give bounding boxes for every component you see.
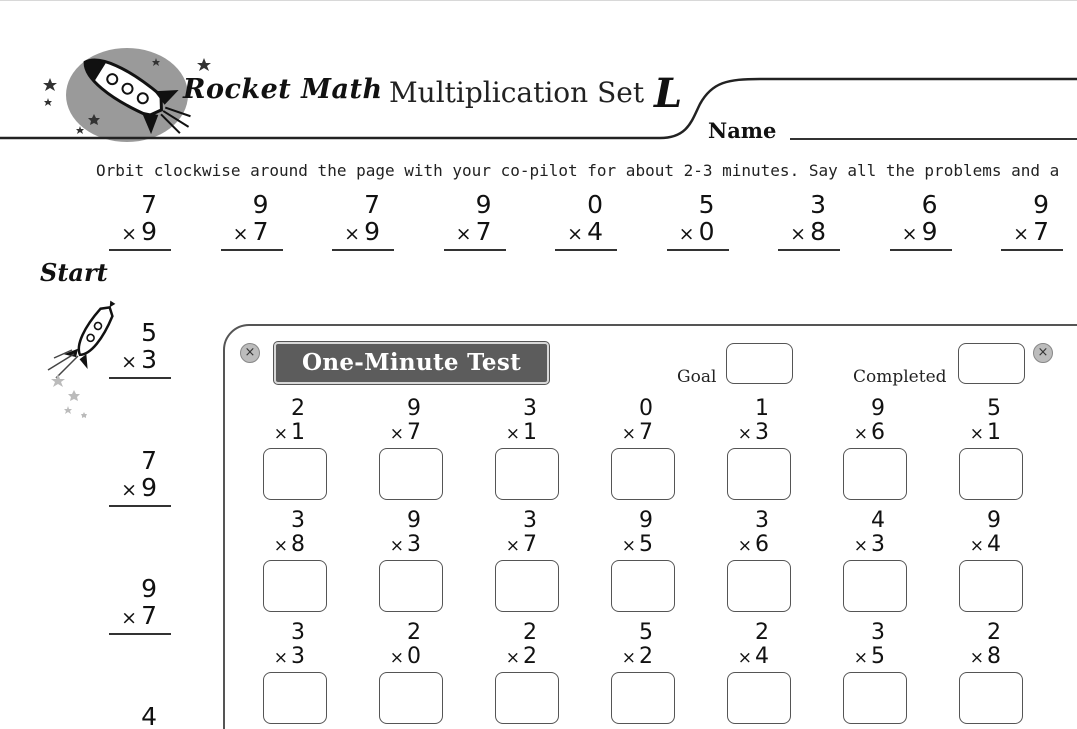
test-problem [379,508,443,616]
multiplier-row [506,644,537,671]
multiplier: 4 [587,217,603,246]
multiplier: 8 [810,217,826,246]
multiplicand: 0 [587,190,603,219]
multiplier: 9 [921,217,938,246]
multiplier-row [274,644,305,671]
test-problem [727,508,791,616]
multiplier: 3 [871,532,885,557]
orbit-problem [332,190,394,256]
orbit-problem [555,190,617,256]
multiplier-row [970,420,1001,447]
multiplier-row [456,217,492,249]
times-icon: × [505,536,520,556]
times-icon: × [678,223,695,245]
multiplicand: 5 [987,396,1001,421]
close-left-button[interactable]: × [240,343,260,363]
orbit-problem [109,190,171,256]
start-label: Start [40,258,108,287]
completed-label: Completed [853,367,947,387]
answer-box[interactable] [959,448,1023,500]
answer-line [444,249,506,251]
multiplier: 9 [364,217,380,246]
test-problem [379,620,443,728]
multiplicand: 6 [921,190,938,219]
answer-box[interactable] [727,672,791,724]
orbit-problem [667,190,729,256]
times-icon: × [621,536,636,556]
answer-box[interactable] [495,448,559,500]
answer-line [109,249,171,251]
answer-box[interactable] [727,448,791,500]
times-icon: × [853,536,868,556]
multiplier-row [970,532,1001,559]
times-icon: × [273,424,288,444]
times-icon: × [505,648,520,668]
multiplicand: 9 [407,396,421,421]
multiplier-row [121,345,157,377]
answer-box[interactable] [379,560,443,612]
test-problem [959,508,1023,616]
times-icon: × [853,648,868,668]
test-problem [959,620,1023,728]
multiplier: 0 [407,644,421,669]
multiplier: 1 [523,420,537,445]
multiplicand: 3 [810,190,826,219]
test-problem [379,396,443,504]
test-problem [843,620,907,728]
answer-line [1001,249,1063,251]
multiplicand: 9 [871,396,885,421]
goal-label: Goal [677,367,717,387]
multiplier: 8 [291,532,305,557]
times-icon: × [737,536,752,556]
multiplier: 4 [755,644,769,669]
test-problem [727,396,791,504]
orbit-problem [109,318,171,384]
name-label: Name [708,118,777,143]
answer-line [109,633,171,635]
answer-box[interactable] [379,448,443,500]
times-icon: × [455,223,472,245]
answer-line [890,249,952,251]
times-icon: × [505,424,520,444]
multiplier: 9 [141,217,157,246]
multiplier-row [506,420,537,447]
page-top-border [0,0,1077,1]
multiplier-row [274,420,305,447]
multiplicand: 9 [407,508,421,533]
goal-input[interactable] [726,343,793,384]
test-problem [263,508,327,616]
multiplicand: 2 [523,620,537,645]
multiplier: 7 [639,420,653,445]
multiplier: 8 [987,644,1001,669]
test-problem [611,508,675,616]
test-problem [495,508,559,616]
multiplier-row [790,217,826,249]
multiplier: 4 [987,532,1001,557]
times-icon: × [273,648,288,668]
multiplicand: 9 [1033,190,1049,219]
multiplier-row [390,644,421,671]
answer-line [778,249,840,251]
multiplicand: 4 [871,508,885,533]
times-icon: × [853,424,868,444]
multiplier-row [970,644,1001,671]
multiplier: 7 [475,217,492,246]
multiplier-row [121,217,157,249]
times-icon: × [1013,223,1030,245]
multiplier-row [854,644,885,671]
times-icon: × [969,424,984,444]
multiplier-row [622,644,653,671]
multiplier: 7 [1033,217,1049,246]
close-right-button[interactable]: × [1033,343,1053,363]
multiplier-row [233,217,269,249]
times-icon: × [389,536,404,556]
multiplier: 5 [871,644,885,669]
multiplicand: 7 [141,190,157,219]
instructions: Orbit clockwise around the page with your co-pilot for about 2-3 minutes. Say all the problems and a [96,161,1060,180]
multiplicand: 2 [987,620,1001,645]
test-problem [263,620,327,728]
answer-box[interactable] [263,672,327,724]
times-icon: × [790,223,807,245]
times-icon: × [389,424,404,444]
multiplicand: 7 [364,190,380,219]
times-icon: × [567,223,584,245]
multiplicand: 2 [291,396,305,421]
orbit-problem [221,190,283,256]
multiplier: 2 [523,644,537,669]
answer-box[interactable] [263,560,327,612]
multiplicand: 5 [639,620,653,645]
test-problem [495,620,559,728]
answer-line [667,249,729,251]
test-title-badge: One-Minute Test [274,342,549,384]
multiplicand: 9 [252,190,269,219]
multiplier-row [1013,217,1049,249]
answer-box[interactable] [495,672,559,724]
orbit-problem [109,446,171,512]
times-icon: × [273,536,288,556]
multiplier-row [854,532,885,559]
test-problem [611,620,675,728]
times-icon: × [969,536,984,556]
multiplicand: 9 [475,190,492,219]
multiplicand: 0 [639,396,653,421]
worksheet-title: Multiplication Set [389,76,645,109]
answer-box[interactable] [611,560,675,612]
answer-line [332,249,394,251]
answer-box[interactable] [263,448,327,500]
multiplier-row [738,644,769,671]
multiplier-row [390,532,421,559]
multiplicand: 9 [141,574,157,603]
multiplicand: 5 [698,190,715,219]
multiplier: 3 [407,532,421,557]
answer-line [109,377,171,379]
orbit-problem [109,574,171,640]
set-letter: L [654,70,683,117]
multiplier: 7 [252,217,269,246]
multiplier-row [390,420,421,447]
test-problem [843,396,907,504]
multiplier: 2 [639,644,653,669]
answer-box[interactable] [843,448,907,500]
answer-box[interactable] [959,560,1023,612]
multiplier: 0 [698,217,715,246]
answer-line [555,249,617,251]
times-icon: × [737,424,752,444]
orbit-problem [444,190,506,256]
test-problem [959,396,1023,504]
multiplicand: 3 [871,620,885,645]
answer-box[interactable] [727,560,791,612]
test-problem [843,508,907,616]
answer-box[interactable] [959,672,1023,724]
orbit-problem [890,190,952,256]
multiplier: 7 [141,601,157,630]
answer-box[interactable] [611,672,675,724]
multiplicand: 2 [755,620,769,645]
answer-box[interactable] [495,560,559,612]
multiplier-row [738,420,769,447]
times-icon: × [121,479,138,501]
multiplier-row [506,532,537,559]
answer-box[interactable] [379,672,443,724]
multiplier: 9 [141,473,157,502]
times-icon: × [344,223,361,245]
test-problem [611,396,675,504]
multiplier-row [854,420,885,447]
multiplier: 7 [523,532,537,557]
multiplier-row [622,420,653,447]
times-icon: × [121,351,138,373]
times-icon: × [901,223,918,245]
multiplicand: 5 [141,318,157,347]
multiplicand: 1 [755,396,769,421]
multiplicand: 9 [639,508,653,533]
multiplier-row [622,532,653,559]
multiplicand: 3 [755,508,769,533]
multiplicand: 3 [523,396,537,421]
times-icon: × [389,648,404,668]
orbit-problem [778,190,840,256]
test-problem [495,396,559,504]
multiplier: 5 [639,532,653,557]
multiplier-row [738,532,769,559]
multiplier-row [679,217,715,249]
multiplicand: 3 [291,508,305,533]
multiplier: 6 [755,532,769,557]
multiplicand: 3 [523,508,537,533]
completed-input[interactable] [958,343,1025,384]
multiplier-row [121,601,157,633]
multiplicand: 4 [141,702,157,729]
multiplier: 3 [141,345,157,374]
multiplier: 7 [407,420,421,445]
answer-box[interactable] [611,448,675,500]
multiplier: 1 [291,420,305,445]
multiplicand: 3 [291,620,305,645]
test-problem [727,620,791,728]
brand-name: Rocket Math [183,74,383,105]
multiplier: 3 [755,420,769,445]
multiplicand: 2 [407,620,421,645]
answer-box[interactable] [843,560,907,612]
times-icon: × [737,648,752,668]
times-icon: × [621,648,636,668]
orbit-problem [109,702,171,729]
multiplier-row [344,217,380,249]
answer-line [109,505,171,507]
multiplier-row [274,532,305,559]
multiplier-row [121,473,157,505]
orbit-problem [1001,190,1063,256]
multiplier-row [902,217,938,249]
multiplier: 3 [291,644,305,669]
test-problem [263,396,327,504]
multiplicand: 9 [987,508,1001,533]
times-icon: × [969,648,984,668]
multiplier-row [567,217,603,249]
name-field[interactable] [790,138,1077,140]
times-icon: × [621,424,636,444]
multiplier: 6 [871,420,885,445]
times-icon: × [121,607,138,629]
times-icon: × [232,223,249,245]
multiplier: 1 [987,420,1001,445]
answer-line [221,249,283,251]
multiplicand: 7 [141,446,157,475]
times-icon: × [121,223,138,245]
answer-box[interactable] [843,672,907,724]
